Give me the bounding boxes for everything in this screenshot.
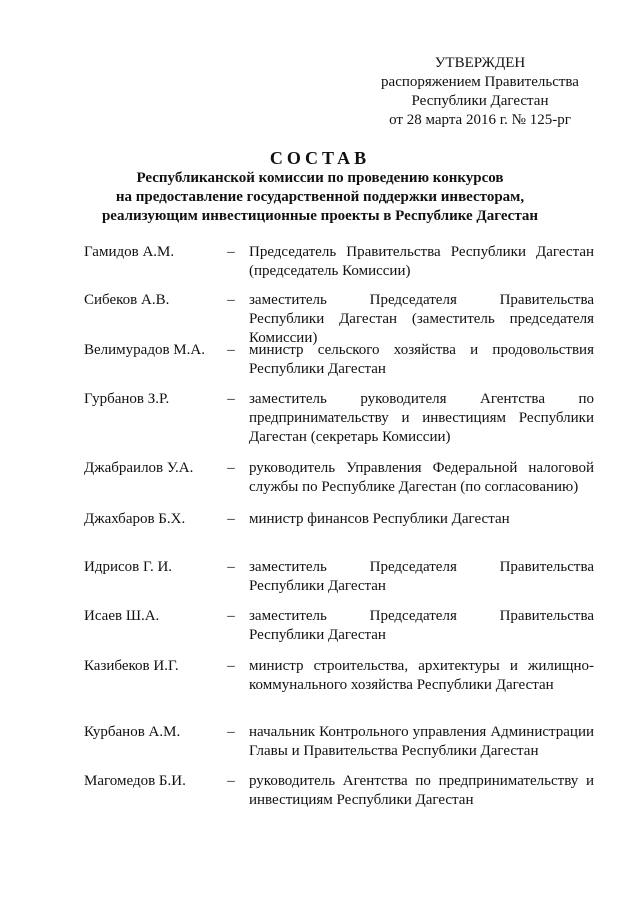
member-role: руководитель Агентства по предпринимательству и инвестициям Республики Дагестан [249, 773, 594, 808]
member-name: Магомедов Б.И. [84, 773, 186, 789]
member-dash: – [227, 511, 235, 527]
member-role: министр строительства, архитектуры и жилищно-коммунального хозяйства Республики Дагестан [249, 658, 594, 693]
title-line: Республиканской комиссии по проведению конкурсов [136, 170, 504, 186]
approval-line: распоряжением Правительства [381, 74, 579, 90]
member-role: Председатель Правительства Республики Дагестан (председатель Комиссии) [249, 244, 594, 279]
member-dash: – [227, 724, 235, 740]
member-name: Гамидов А.М. [84, 244, 175, 260]
member-dash: – [227, 773, 235, 789]
member-name: Исаев Ш.А. [84, 608, 160, 624]
member-role: заместитель Председателя Правительства Республики Дагестан [249, 559, 594, 594]
title-line: на предоставление государственной поддержки инвесторам, [115, 189, 525, 205]
approval-heading: УТВЕРЖДЕН [434, 55, 526, 71]
member-dash: – [227, 658, 235, 674]
member-role: заместитель Председателя Правительства Республики Дагестан (заместитель председателя Комиссии) [249, 292, 594, 346]
member-name: Курбанов А.М. [84, 724, 181, 740]
member-role: руководитель Управления Федеральной налоговой службы по Республике Дагестан (по согласованию) [249, 460, 594, 495]
member-dash: – [227, 608, 235, 624]
member-dash: – [227, 342, 235, 358]
member-dash: – [227, 559, 235, 575]
member-name: Гурбанов З.Р. [84, 391, 170, 407]
member-name: Идрисов Г. И. [84, 559, 173, 575]
member-dash: – [227, 460, 235, 476]
member-name: Казибеков И.Г. [84, 658, 179, 674]
title-line: реализующим инвестиционные проекты в Республике Дагестан [101, 208, 539, 224]
member-role: заместитель Председателя Правительства Республики Дагестан [249, 608, 594, 643]
member-dash: – [227, 244, 235, 260]
member-dash: – [227, 292, 235, 308]
member-name: Сибеков А.В. [84, 292, 170, 308]
member-name: Джахбаров Б.Х. [84, 511, 186, 527]
title-main: СОСТАВ [269, 148, 371, 168]
member-name: Велимурадов М.А. [84, 342, 205, 358]
approval-line: Республики Дагестан [411, 93, 549, 109]
member-role: министр финансов Республики Дагестан [249, 511, 510, 527]
member-dash: – [227, 391, 235, 407]
member-role: начальник Контрольного управления Администрации Главы и Правительства Республики Дагестан [249, 724, 594, 759]
member-name: Джабраилов У.А. [84, 460, 194, 476]
approval-date: от 28 марта 2016 г. № 125-рг [389, 112, 571, 128]
member-role: заместитель руководителя Агентства по предпринимательству и инвестициям Республики Дагестан (секретарь Комиссии) [249, 391, 594, 445]
member-role: министр сельского хозяйства и продовольствия Республики Дагестан [249, 342, 594, 377]
